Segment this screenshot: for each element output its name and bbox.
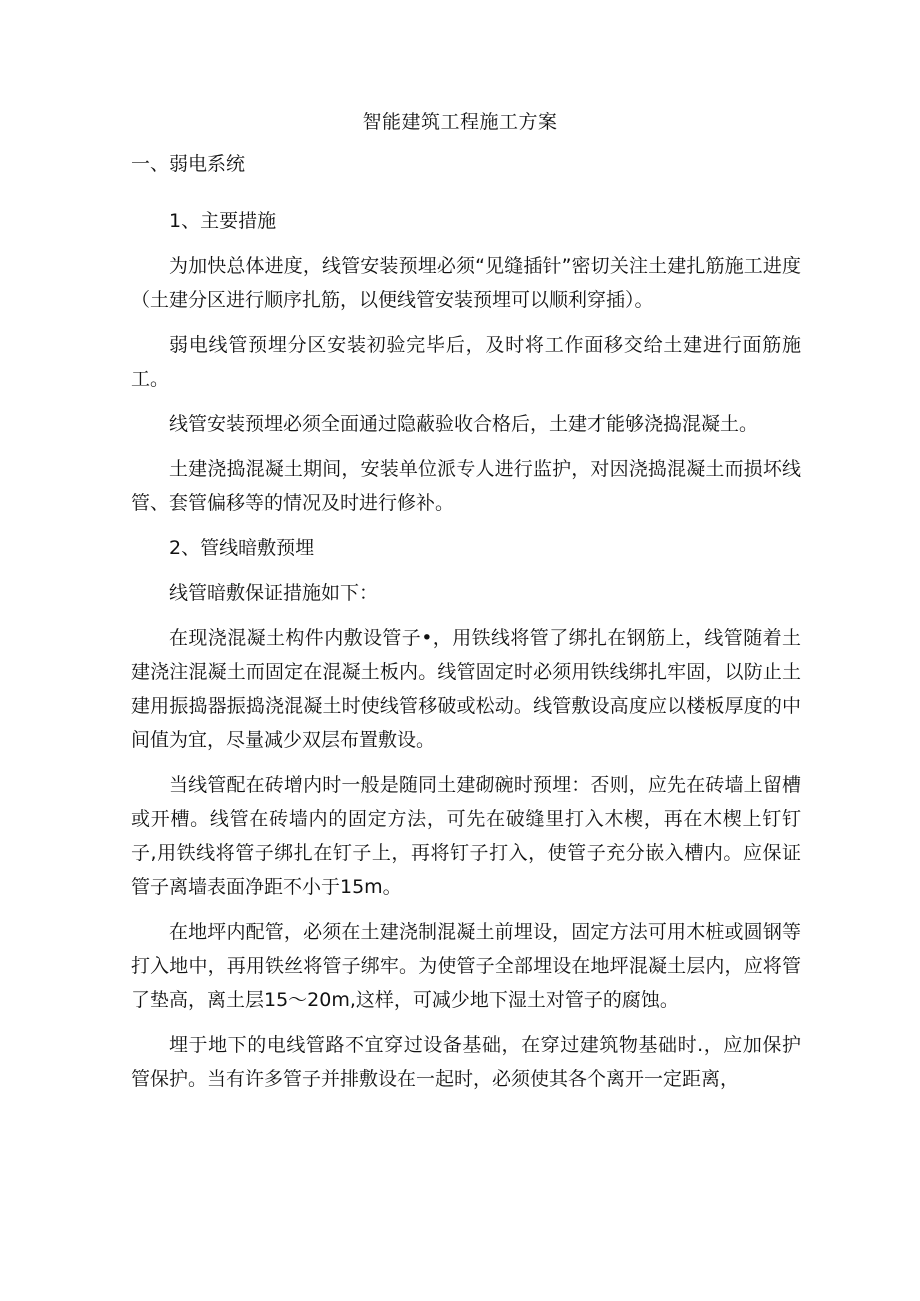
paragraph: 弱电线管预埋分区安装初验完毕后，及时将工作面移交给土建进行面筋施工。 xyxy=(131,334,801,390)
document-body xyxy=(131,204,801,1107)
subheading-main-measures: 1、主要措施 xyxy=(169,210,277,232)
subheading-concealed-conduit: 2、管线暗敷预埋 xyxy=(169,537,315,559)
paragraph: 当线管配在砖增内时一般是随同土建砌碗时预埋：否则，应先在砖墙上留槽或开槽。线管在砖墙内的固定方法，可先在破缝里打入木楔，再在木楔上钉钉子,用铁线将管子绑扎在钉子上，再将钉子打入，使管子充分嵌入槽内。应保证管子离墙表面净距不小于15m。 xyxy=(131,774,801,898)
paragraph: 在地坪内配管，必须在土建浇制混凝土前埋设，固定方法可用木桩或圆钢等打入地中，再用铁丝将管子绑牢。为使管子全部埋设在地坪混凝土层内，应将管了垫高，离土层15〜20m,这样，可减少地下湿土对管子的腐蚀。 xyxy=(131,921,801,1011)
paragraph: 在现浇混凝土构件内敷设管子•，用铁线将管了绑扎在钢筋上，线管随着土建浇注混凝土而固定在混凝土板内。线管固定时必须用铁线绑扎牢固，以防止土建用振捣器振捣浇混凝土时使线管移破或松动。线管敷设高度应以楼板厚度的中间值为宜，尽量减少双层布置敷设。 xyxy=(131,627,801,751)
paragraph: 线管安装预埋必须全面通过隐蔽验收合格后，土建才能够浇捣混凝土。 xyxy=(169,413,759,435)
paragraph: 线管暗敷保证措施如下： xyxy=(169,582,379,604)
paragraph: 土建浇捣混凝土期间，安装单位派专人进行监护，对因浇捣混凝土而损坏线管、套管偏移等的情况及时进行修补。 xyxy=(131,458,801,514)
paragraph: 为加快总体进度，线管安装预埋必须“见缝插针”密切关注土建扎筋施工进度（土建分区进行顺序扎筋，以便线管安装预埋可以顺利穿插）。 xyxy=(131,255,801,311)
document-title: 智能建筑工程施工方案 xyxy=(362,111,558,133)
section-heading: 一、弱电系统 xyxy=(131,153,246,175)
paragraph: 埋于地下的电线管路不宜穿过设备基础，在穿过建筑物基础时.，应加保护管保护。当有许多管子并排敷设在一起时，必须使其各个离开一定距离， xyxy=(131,1034,801,1090)
